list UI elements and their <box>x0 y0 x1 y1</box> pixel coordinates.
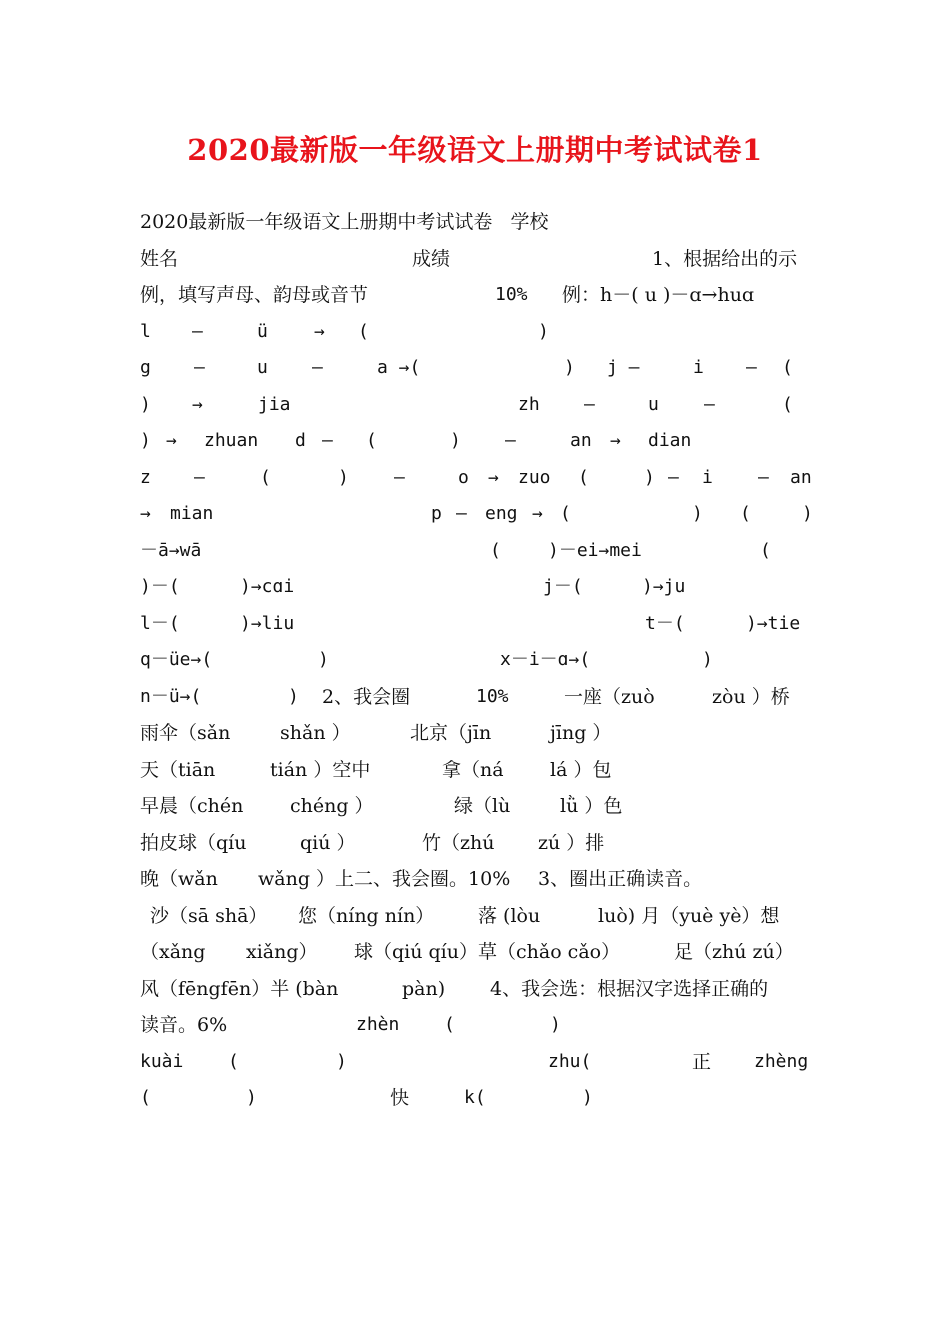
text-line <box>140 204 812 241</box>
text-segment: j — <box>607 357 640 378</box>
text-segment: zhèn <box>356 1014 400 1035</box>
text-segment: dian <box>648 430 692 451</box>
text-segment: x－i－ɑ→( <box>500 649 591 670</box>
text-segment: n－ü→( <box>140 685 202 707</box>
text-segment: 例，填写声母、韵母或音节 <box>140 284 369 306</box>
text-line <box>140 642 812 679</box>
text-segment: 10% <box>495 284 528 305</box>
text-segment: ( <box>366 430 377 451</box>
text-segment: chéng ） <box>290 795 374 817</box>
text-segment: — <box>584 393 595 415</box>
text-segment: 晚（wǎn <box>140 868 218 890</box>
text-segment: ) <box>338 466 349 488</box>
text-segment: t－( <box>645 612 685 634</box>
text-segment: — <box>322 430 333 451</box>
text-segment: 读音。6% <box>140 1014 228 1036</box>
text-segment: zuo <box>518 466 551 488</box>
text-line <box>140 1007 812 1044</box>
text-line <box>140 715 812 752</box>
text-segment: i <box>693 357 704 378</box>
text-segment: zhuan <box>204 430 259 451</box>
text-segment: ) <box>538 320 549 342</box>
text-segment: ( <box>740 503 751 524</box>
text-segment: shǎn ） <box>280 722 351 744</box>
document-title: 2020最新版一年级语文上册期中考试试卷1 <box>187 133 763 167</box>
text-segment: ) <box>336 1050 347 1072</box>
text-segment: ) <box>802 503 813 524</box>
text-line <box>140 241 812 278</box>
text-segment: → <box>610 430 621 451</box>
text-line <box>140 350 812 387</box>
text-line <box>140 606 812 643</box>
text-segment: )－ei→mei <box>548 539 642 561</box>
text-line <box>140 423 812 460</box>
text-segment: jia <box>258 393 291 415</box>
text-line <box>140 460 812 497</box>
text-segment: jīng ） <box>550 722 612 744</box>
text-line <box>140 861 812 898</box>
text-segment: ( <box>228 1050 239 1072</box>
text-segment: → <box>166 430 177 451</box>
text-segment: ) <box>450 430 461 451</box>
text-segment: 竹（zhú <box>422 831 495 854</box>
text-segment: ) <box>702 649 713 670</box>
text-segment: 北京（jīn <box>410 722 492 744</box>
text-segment: 一座（zuò <box>564 685 655 708</box>
text-segment: 天（tiān <box>140 758 216 781</box>
text-segment: zh <box>518 393 540 415</box>
text-segment: k( <box>464 1087 486 1108</box>
text-segment: ) <box>692 503 703 524</box>
text-segment: — <box>505 430 516 451</box>
text-segment: xiǎng） <box>246 941 318 963</box>
text-segment: 拿（ná <box>442 758 504 781</box>
text-segment: l <box>140 320 151 342</box>
text-segment: zhèng <box>754 1050 809 1072</box>
text-segment: ( <box>560 503 571 524</box>
text-segment: u <box>648 393 659 415</box>
text-segment: ) <box>564 357 575 378</box>
text-segment: ) <box>246 1087 257 1108</box>
text-segment: 4、我会选：根据汉字选择正确的 <box>490 977 769 1000</box>
text-segment: → <box>314 320 325 342</box>
text-segment: ) <box>550 1014 561 1035</box>
text-segment: 1、根据给出的示 <box>652 247 798 270</box>
text-segment: ( <box>260 466 271 488</box>
text-segment: )→tie <box>746 612 801 634</box>
text-segment: ) <box>318 649 329 670</box>
text-segment: ) <box>582 1087 593 1108</box>
text-segment: ( <box>782 393 793 415</box>
text-segment: 球（qiú qíu）草（chǎo cǎo） <box>354 941 621 963</box>
text-line <box>140 971 812 1008</box>
text-segment: －ā→wā <box>140 539 202 561</box>
text-segment: → <box>488 466 499 488</box>
text-segment: ( <box>444 1014 455 1035</box>
text-line <box>140 314 812 351</box>
text-segment: ü <box>257 320 268 342</box>
text-segment: j－( <box>543 576 583 597</box>
text-segment: — <box>194 466 205 488</box>
text-segment: p <box>431 503 442 524</box>
text-segment: )→ju <box>642 576 686 597</box>
text-segment: g <box>140 357 151 378</box>
document-body <box>140 204 812 1117</box>
text-segment: — <box>758 466 769 488</box>
text-segment: ) <box>288 685 299 707</box>
text-segment: an <box>570 430 592 451</box>
text-segment: zòu ）桥 <box>712 685 790 708</box>
text-segment: （xǎng <box>140 941 206 963</box>
text-segment: 沙（sā shā） <box>150 904 268 927</box>
text-line <box>140 496 812 533</box>
text-segment: lǜ ）色 <box>560 795 623 817</box>
text-line <box>140 752 812 789</box>
text-segment: ( <box>140 1087 151 1108</box>
text-segment: — <box>312 357 323 378</box>
text-line <box>140 679 812 716</box>
text-line <box>140 788 812 825</box>
text-line <box>140 898 812 935</box>
text-segment: mian <box>170 503 214 524</box>
text-segment: → <box>532 503 543 524</box>
text-segment: q－üe→( <box>140 649 213 670</box>
text-segment: 3、圈出正确读音。 <box>538 868 703 890</box>
text-segment: i <box>702 466 713 488</box>
text-segment: ) <box>140 393 151 415</box>
text-segment: — <box>456 503 467 524</box>
text-segment: — <box>746 357 757 378</box>
text-line <box>140 277 812 314</box>
text-segment: 2、我会圈 <box>322 685 411 708</box>
text-line <box>140 533 812 570</box>
text-segment: d <box>295 430 306 451</box>
text-segment: 落 (lòu <box>478 904 541 927</box>
text-segment: o <box>458 466 469 488</box>
text-segment: 快 <box>390 1087 410 1109</box>
text-segment: u <box>257 357 268 378</box>
text-segment: 您（níng nín） <box>298 904 435 927</box>
text-line <box>140 934 812 971</box>
text-segment: ( <box>578 466 589 488</box>
text-segment: luò) 月（yuè yè）想 <box>598 904 780 927</box>
text-segment: z <box>140 466 151 488</box>
text-segment: 拍皮球（qíu <box>140 831 247 854</box>
text-segment: 绿（lù <box>454 795 511 817</box>
text-segment: 2020最新版一年级语文上册期中考试试卷 学校 <box>140 211 549 233</box>
text-segment: qiú ） <box>300 831 356 854</box>
text-segment: 10% <box>476 685 509 707</box>
text-segment: ( <box>760 539 771 561</box>
text-segment: 雨伞（sǎn <box>140 722 231 744</box>
text-segment: )－( <box>140 576 180 597</box>
text-segment: a →( <box>377 357 421 378</box>
text-segment: — <box>704 393 715 415</box>
text-line <box>140 387 812 424</box>
text-segment: )→liu <box>240 612 295 634</box>
text-segment: — <box>394 466 405 488</box>
text-line <box>140 1044 812 1081</box>
text-segment: — <box>668 466 679 488</box>
text-segment: 正 <box>692 1050 712 1073</box>
text-segment: lá ）包 <box>550 758 612 781</box>
text-line <box>140 825 812 862</box>
text-line <box>140 569 812 606</box>
text-segment: zú ）排 <box>538 831 605 854</box>
text-segment: ) <box>140 430 151 451</box>
text-segment: kuài <box>140 1050 184 1072</box>
text-segment: — <box>192 320 203 342</box>
text-segment: → <box>192 393 203 415</box>
text-segment: 姓名 <box>140 247 179 270</box>
text-segment: pàn) <box>402 977 446 1000</box>
text-segment: 成绩 <box>412 247 451 270</box>
text-segment: tián ）空中 <box>270 758 371 781</box>
text-line <box>140 1080 812 1117</box>
text-segment: — <box>194 357 205 378</box>
text-segment: )→cɑi <box>240 576 295 597</box>
text-segment: l－( <box>140 612 180 634</box>
text-segment: an <box>790 466 812 488</box>
text-segment: → <box>140 503 151 524</box>
text-segment: ) <box>644 466 655 488</box>
text-segment: ( <box>358 320 369 342</box>
text-segment: ( <box>490 539 501 561</box>
text-segment: ( <box>782 357 793 378</box>
text-segment: 风（fēngfēn）半 (bàn <box>140 977 339 1000</box>
text-segment: 早晨（chén <box>140 795 244 817</box>
text-segment: 足（zhú zú） <box>674 941 794 963</box>
text-segment: zhu( <box>548 1050 592 1072</box>
text-segment: wǎng ）上二、我会圈。10% <box>258 868 511 890</box>
text-segment: 例：h－( u )－ɑ→huɑ <box>562 284 755 306</box>
text-segment: eng <box>485 503 518 524</box>
